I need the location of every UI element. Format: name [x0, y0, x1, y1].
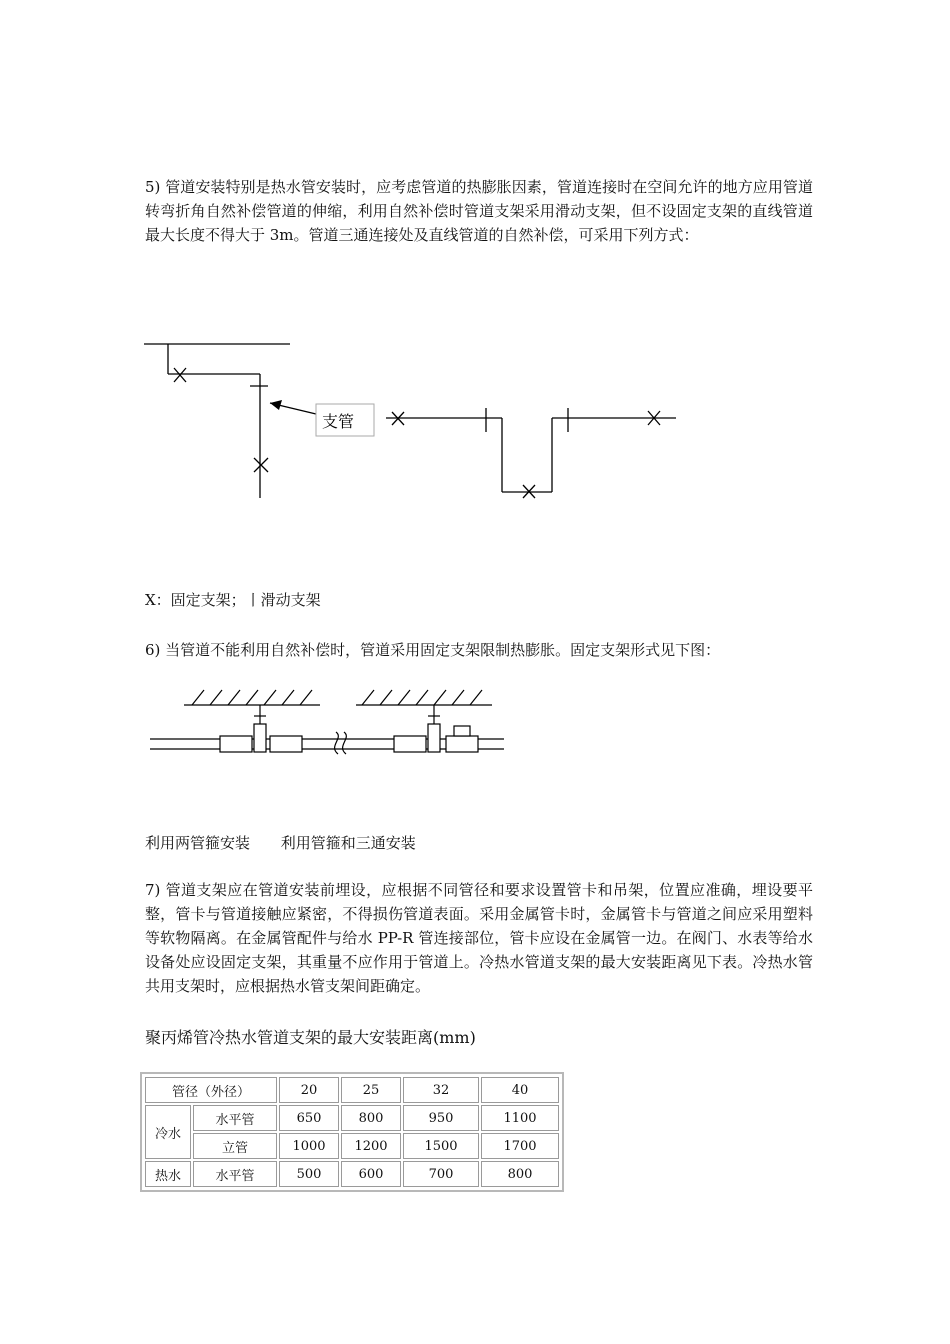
table-cell: 650 — [279, 1105, 339, 1131]
branch-pipe-label: 支管 — [322, 414, 355, 431]
pipe-clamp-left — [254, 724, 266, 752]
caption-coupling-tee: 利用管箍和三通安装 — [280, 834, 416, 852]
table-cell: 950 — [403, 1105, 479, 1131]
header-diameter: 管径（外径） — [145, 1077, 277, 1103]
table-row — [145, 1133, 559, 1159]
cold-water-label: 冷水 — [145, 1105, 191, 1159]
table-cell: 700 — [403, 1161, 479, 1187]
coupling-right — [394, 736, 426, 752]
table-row — [145, 1105, 559, 1131]
table-row — [145, 1161, 559, 1187]
tee-branch — [454, 726, 470, 736]
header-size: 20 — [279, 1077, 339, 1103]
paragraph-7: 7) 管道支架应在管道安装前埋设，应根据不同管径和要求设置管卡和吊架，位置应准确，埋设要平整，管卡与管道接触应紧密，不得损伤管道表面。采用金属管卡时，金属管卡与管道之间应采用塑料等软物隔离。在金属管配件与给水 PP-R 管连接部位，管卡应设在金属管一边。在阀门、水表等给水设备处应设固定支架，其重量不应作用于管道上。冷热水管道支架的最大安装距离见下表。冷热水管共用支架时，应根据热水管支架间距确定。 — [145, 881, 813, 995]
header-size: 40 — [481, 1077, 559, 1103]
table-row — [145, 1077, 559, 1103]
caption-two-couplings: 利用两管箍安装 — [145, 834, 251, 852]
pipe-clamp-right — [428, 724, 440, 752]
table-cell: 800 — [481, 1161, 559, 1187]
table-cell: 1000 — [279, 1133, 339, 1159]
table-cell: 800 — [341, 1105, 401, 1131]
table-cell: 1200 — [341, 1133, 401, 1159]
arrow-head — [270, 400, 282, 410]
support-distance-table — [140, 1072, 564, 1192]
fixed-support-diagram — [140, 678, 520, 768]
paragraph-6: 6) 当管道不能利用自然补偿时，管道采用固定支架限制热膨胀。固定支架形式见下图： — [145, 641, 721, 659]
table-cell: 600 — [341, 1161, 401, 1187]
fixed-support-captions — [145, 831, 813, 855]
coupling-left-2 — [270, 736, 302, 752]
coupling-left-1 — [220, 736, 252, 752]
vertical-pipe-label: 立管 — [193, 1133, 277, 1159]
horizontal-pipe-label: 水平管 — [193, 1161, 277, 1187]
table-cell: 1100 — [481, 1105, 559, 1131]
table-cell: 1500 — [403, 1133, 479, 1159]
header-size: 25 — [341, 1077, 401, 1103]
pipe-break-symbol — [335, 732, 339, 754]
ceiling-hatch-left — [192, 690, 312, 705]
tee-fitting — [446, 736, 478, 752]
paragraph-5: 5) 管道安装特别是热水管安装时，应考虑管道的热膨胀因素，管道连接时在空间允许的地方应用管道转弯折角自然补偿管道的伸缩，利用自然补偿时管道支架采用滑动支架，但不设固定支架的直线管道最大长度不得大于 3m。管道三通连接处及直线管道的自然补偿，可采用下列方式： — [145, 178, 813, 244]
table-cell: 500 — [279, 1161, 339, 1187]
support-legend: X：固定支架；丨滑动支架 — [145, 591, 321, 609]
horizontal-pipe-label: 水平管 — [193, 1105, 277, 1131]
natural-compensation-diagram — [130, 330, 690, 510]
header-size: 32 — [403, 1077, 479, 1103]
table-cell: 1700 — [481, 1133, 559, 1159]
hot-water-label: 热水 — [145, 1161, 191, 1187]
table-title: 聚丙烯管冷热水管道支架的最大安装距离(mm) — [145, 1028, 476, 1047]
ceiling-hatch-right — [362, 690, 482, 705]
